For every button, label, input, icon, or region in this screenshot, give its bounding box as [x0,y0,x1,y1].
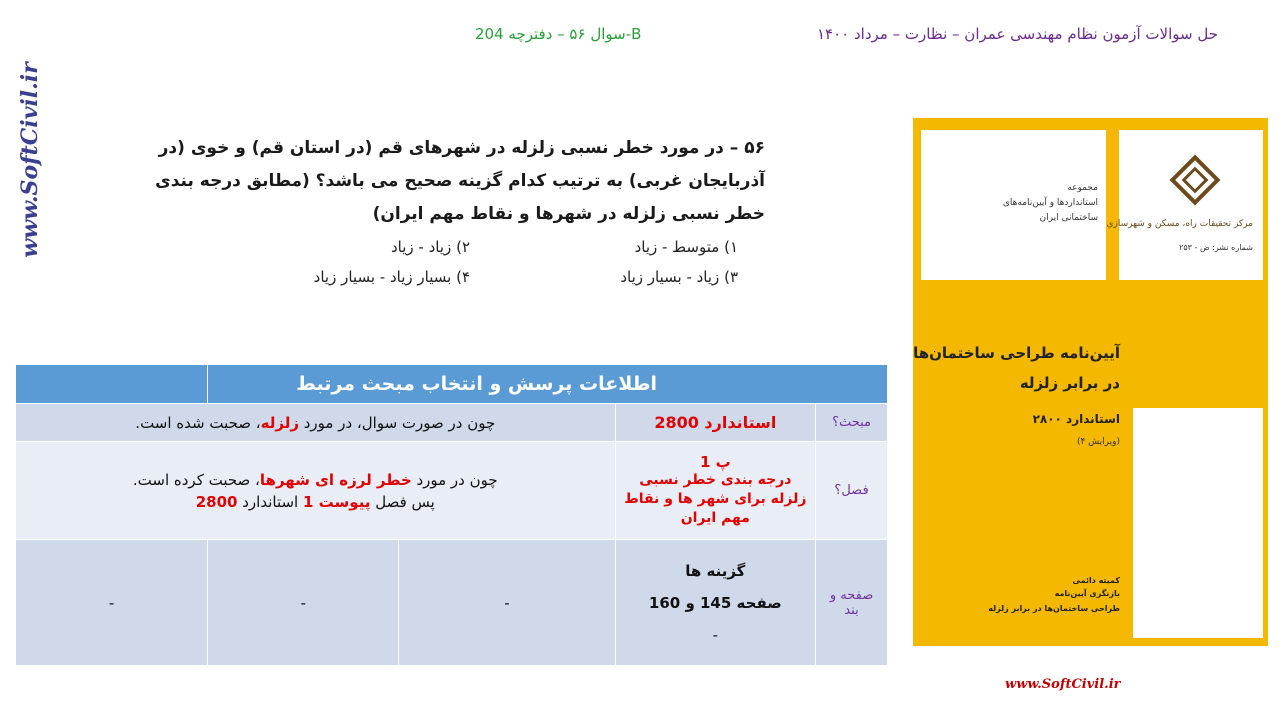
book-series-line3: ساختمانی ایران [1039,213,1098,223]
row-page-label: صفحه و بند [816,540,888,666]
book-cover [913,118,1268,646]
question-text: ۵۶ – در مورد خطر نسبی زلزله در شهرهای قم (در استان قم) و خوی (در آذربایجان غربی) به ترتیب کدام گزینه صحیح می باشد؟ (مطابق درجه بندی خطر نسبی زلزله در شهرها و نقاط مهم ایران) [155,138,765,224]
book-standard: استاندارد ۲۸۰۰ [1032,412,1120,426]
info-table [15,364,888,666]
header-exam-title: حل سوالات آزمون نظام مهندسی عمران – نظارت – مرداد ۱۴۰۰ [816,25,1218,43]
option-2 [340,238,470,256]
option-3-num: ۳) [724,268,738,286]
book-committee2: بازنگری آیین‌نامه [1054,589,1120,598]
option-1 [610,238,738,256]
book-cover-art [913,118,1268,646]
info-table-header-row [16,365,888,404]
book-pub-number: شماره نشر: ض - ۲۵۳ [1179,243,1253,252]
option-3 [590,268,738,286]
book-committee1: کمیته دائمی [1072,576,1120,585]
row-chapter-explain-line2 [24,491,607,513]
book-series-line1: مجموعه [1067,183,1098,193]
row-chapter-explain1-pre: چون در مورد [411,470,498,489]
row-chapter-label: فصل؟ [816,442,888,540]
row-chapter-explain2-pre: پس فصل [370,492,435,511]
option-1-num: ۱) [724,238,738,256]
footer-url: www.SoftCivil.ir [1005,677,1121,692]
side-watermark [16,50,46,270]
row-chapter-explain [16,442,616,540]
row-chapter-value-line2: درجه بندی خطر نسبی زلزله برای شهر ها و نقاط مهم ایران [624,472,807,526]
book-committee3: طراحی ساختمان‌ها در برابر زلزله [988,604,1120,613]
row-topic-explain-pre: چون در صورت سوال، در مورد [298,413,496,432]
row-chapter-explain2-red1: پیوست 1 [303,492,371,511]
option-4-num: ۴) [456,268,470,286]
table-row-topic [16,404,888,442]
option-4 [290,268,470,286]
row-chapter-explain1-post: ، صحبت کرده است. [132,470,260,489]
row-topic-label: مبحث؟ [816,404,888,442]
header-question-ref: سوال ۵۶ – دفترچه 204-B [475,25,642,43]
row-chapter-value-line1: پ 1 [699,453,731,471]
table-row-chapter [16,442,888,540]
row-chapter-explain2-red2: 2800 [195,492,238,511]
info-table-header-empty [16,365,208,404]
book-edition: (ویرایش ۴) [1076,437,1120,447]
info-table-title: اطلاعات پرسش و انتخاب مبحث مرتبط [208,365,888,404]
row-topic-explain [16,404,616,442]
option-2-text: زیاد - زیاد [391,238,452,256]
row-chapter-explain-line1 [24,469,607,491]
book-title-line2: در برابر زلزله [1019,374,1120,392]
row-page-cell-2: - [208,540,399,666]
row-topic-value: استاندارد 2800 [615,404,816,442]
row-page-value-line3: - [712,625,719,644]
row-page-value-line2: صفحه 145 و 160 [648,593,782,612]
row-page-cell-1: - [399,540,615,666]
row-page-cell-3: - [16,540,208,666]
option-2-num: ۲) [456,238,470,256]
book-publisher: مرکز تحقیقات راه، مسکن و شهرسازی [1106,219,1253,229]
row-page-value-line1: گزینه ها [685,561,746,580]
option-3-text: زیاد - بسیار زیاد [620,268,720,286]
row-topic-explain-post: ، صحبت شده است. [135,413,261,432]
book-title-line1: آیین‌نامه طراحی ساختمان‌ها [913,344,1120,362]
book-series-line2: استانداردها و آیین‌نامه‌های [1002,198,1098,208]
row-page-value [615,540,816,666]
row-chapter-explain2-mid: استاندارد [237,492,303,511]
row-chapter-value [615,442,816,540]
table-row-page [16,540,888,666]
row-chapter-explain1-red: خطر لرزه ای شهرها [259,470,412,489]
row-topic-explain-red: زلزله [260,413,299,432]
option-1-text: متوسط - زیاد [634,238,720,256]
option-4-text: بسیار زیاد - بسیار زیاد [313,268,452,286]
side-watermark-text: www.SoftCivil.ir [17,62,43,258]
